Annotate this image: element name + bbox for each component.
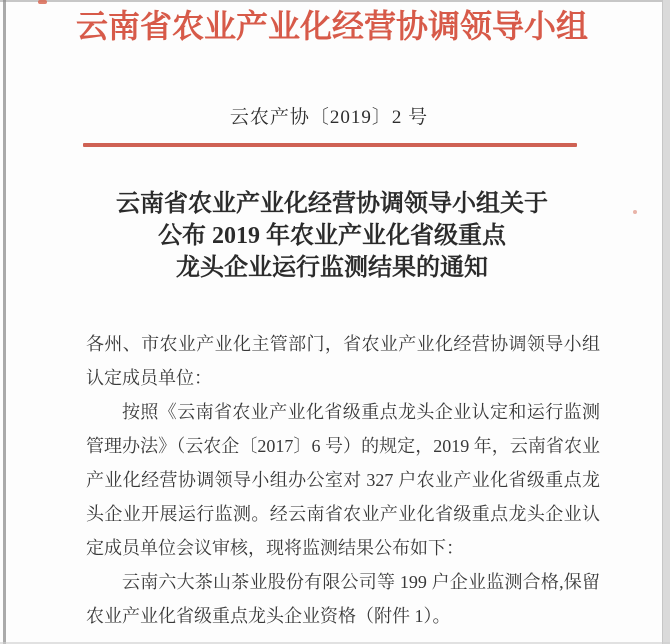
monitoring-result-paragraph: 云南六大茶山茶业股份有限公司等 199 户企业监测合格,保留农业产业化省级重点龙头企业资格（附件 1）。: [86, 572, 600, 626]
document-body: [86, 327, 600, 633]
notice-title-line-2: 公布 2019 年农业产业化省级重点: [158, 223, 506, 249]
page-left-edge: [3, 0, 6, 644]
salutation-paragraph: 各州、市农业产业化主管部门，省农业产业化经营协调领导小组认定成员单位：: [86, 334, 600, 388]
notice-title-line-1: 云南省农业产业化经营协调领导小组关于: [116, 191, 548, 217]
monitoring-basis-paragraph: 按照《云南省农业产业化省级重点龙头企业认定和运行监测管理办法》（云农企〔2017〕6 号）的规定，2019 年，云南省农业产业化经营协调领导小组办公室对 327 户农业产业化省级重点龙头企业开展运行监测。经云南省农业产业化省级重点龙头企业认定成员单位会议审核，现将监测结果公布如下：: [86, 402, 600, 558]
page-right-edge: [662, 0, 670, 644]
notice-title: [8, 188, 656, 284]
red-divider-line: [83, 143, 577, 147]
notice-title-line-3: 龙头企业运行监测结果的通知: [176, 255, 488, 281]
document-number: 云农产协〔2019〕2 号: [229, 107, 429, 128]
issuing-org-title: 云南省农业产业化经营协调领导小组: [75, 8, 588, 44]
